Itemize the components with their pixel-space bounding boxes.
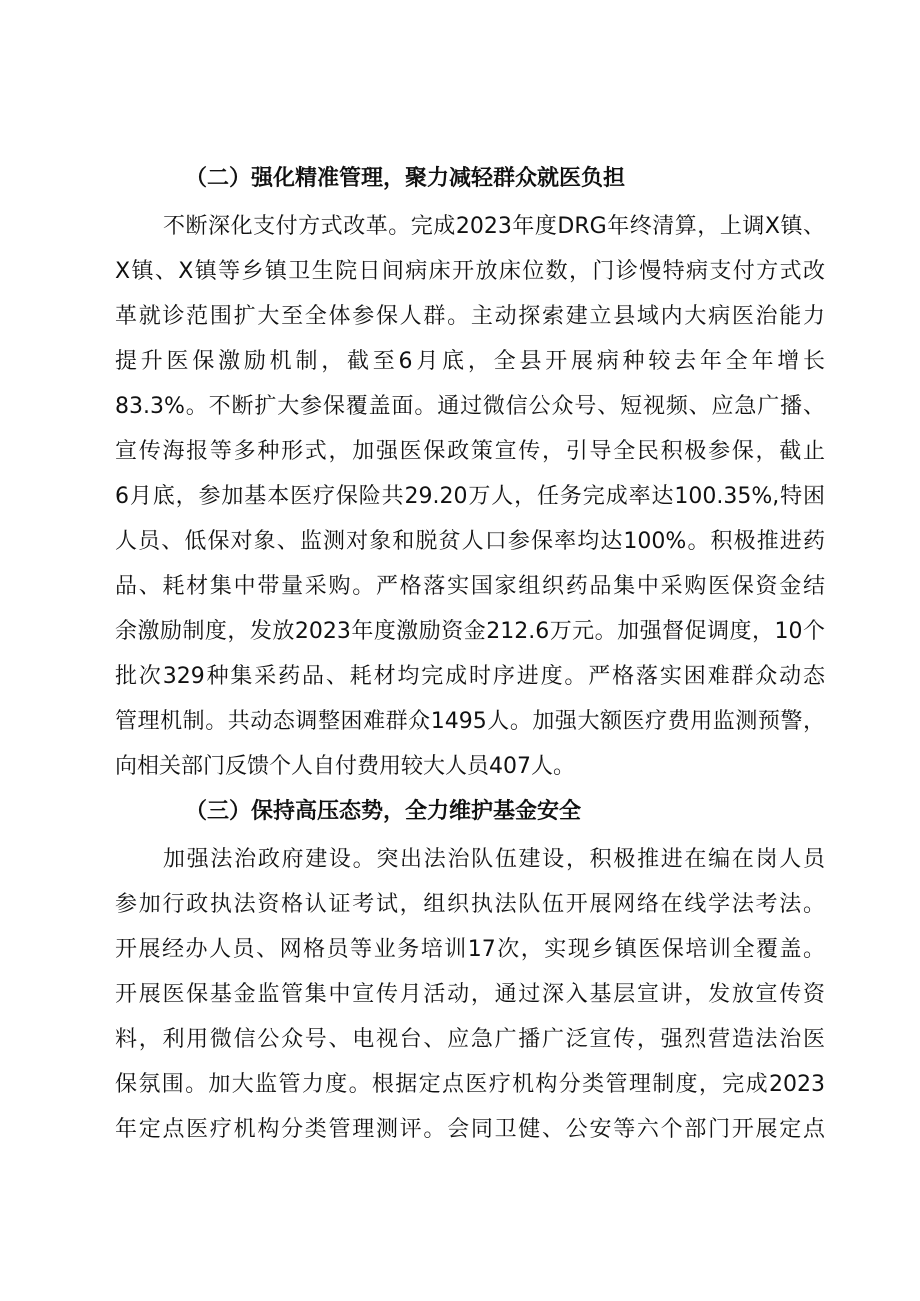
paragraph-line: 保氛围。加大监管力度。根据定点医疗机构分类管理制度，完成2023 [115,1072,825,1097]
section-heading-3: （三）保持高压态势，全力维护基金安全 [185,799,582,824]
paragraph-line: 人员、低保对象、监测对象和脱贫人口参保率均达100%。积极推进药 [115,529,825,554]
paragraph-line: 年定点医疗机构分类管理测评。会同卫健、公安等六个部门开展定点 [115,1117,825,1142]
paragraph-line: 余激励制度，发放2023年度激励资金212.6万元。加强督促调度，10个 [115,619,825,644]
paragraph-line: 提升医保激励机制，截至6月底，全县开展病种较去年全年增长 [115,349,825,374]
paragraph-line: 管理机制。共动态调整困难群众1495人。加强大额医疗费用监测预警， [115,709,825,734]
paragraph-line: 料，利用微信公众号、电视台、应急广播广泛宣传，强烈营造法治医 [115,1027,825,1052]
paragraph-line: 革就诊范围扩大至全体参保人群。主动探索建立县域内大病医治能力 [115,304,825,329]
paragraph-line: 品、耗材集中带量采购。严格落实国家组织药品集中采购医保资金结 [115,574,825,599]
paragraph-line: 开展医保基金监管集中宣传月活动，通过深入基层宣讲，发放宣传资 [115,982,825,1007]
paragraph-line: 宣传海报等多种形式，加强医保政策宣传，引导全民积极参保，截止 [115,439,825,464]
paragraph-line: X镇、X镇等乡镇卫生院日间病床开放床位数，门诊慢特病支付方式改 [115,259,825,284]
paragraph-line: 6月底，参加基本医疗保险共29.20万人，任务完成率达100.35%,特困 [115,484,825,509]
paragraph-line: 批次329种集采药品、耗材均完成时序进度。严格落实困难群众动态 [115,664,825,689]
paragraph-line: 83.3%。不断扩大参保覆盖面。通过微信公众号、短视频、应急广播、 [115,394,825,419]
paragraph-line: 加强法治政府建设。突出法治队伍建设，积极推进在编在岗人员 [163,847,825,872]
paragraph-line: 不断深化支付方式改革。完成2023年度DRG年终清算，上调X镇、 [163,214,825,239]
paragraph-line: 开展经办人员、网格员等业务培训17次，实现乡镇医保培训全覆盖。 [115,937,825,962]
section-heading-2: （二）强化精准管理，聚力减轻群众就医负担 [185,166,626,191]
paragraph-line: 参加行政执法资格认证考试，组织执法队伍开展网络在线学法考法。 [115,892,825,917]
paragraph-line: 向相关部门反馈个人自付费用较大人员407人。 [115,754,575,779]
